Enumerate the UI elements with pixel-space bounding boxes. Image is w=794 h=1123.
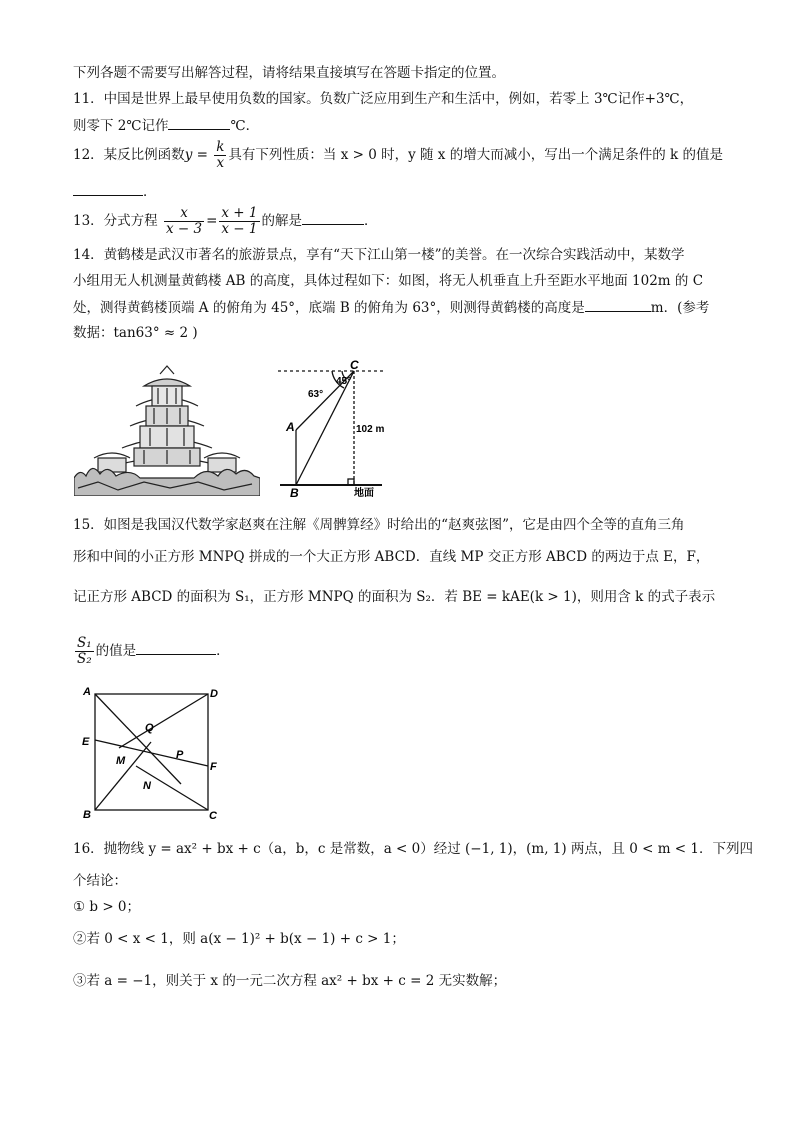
q13-num2: x + 1 [221,205,258,221]
q12-prefix: 12．某反比例函数 [73,147,185,163]
pagoda-illustration [74,362,260,496]
q15-label-A: A [83,686,91,698]
q14-line4: 数据：tan63° ≈ 2 ) [73,325,198,341]
q11-answer-blank[interactable] [168,116,230,130]
q11-line2 [73,116,259,135]
q16-line2: 个结论： [73,873,127,889]
q15-line3: 记正方形 ABCD 的面积为 S₁，正方形 MNPQ 的面积为 S₂．若 BE = kAE(k > 1)，则用含 k 的式子表示 [73,589,716,605]
q15-label-B: B [83,809,91,821]
q15-line2: 形和中间的小正方形 MNPQ 拼成的一个大正方形 ABCD．直线 MP 交正方形 ABCD 的两边于点 E，F， [73,549,710,565]
q14-diagram [270,360,400,500]
q12-line2 [73,182,157,201]
q14-answer-blank[interactable] [585,298,651,312]
q14-height-label: 102 m [356,424,385,435]
q12-func-lhs: y = [184,147,208,163]
q14-line3-end: m．(参考 [650,300,710,316]
q15-label-E: E [82,736,90,748]
q11-line2-text: 则零下 2℃记作 [73,118,169,134]
q14-line3-text: 处，测得黄鹤楼顶端 A 的俯角为 45°，底端 B 的俯角为 63°，则测得黄鹤楼的高度是 [73,300,585,316]
q14-label-A: A [286,420,295,434]
q13-eq: = [206,213,218,229]
q15-label-C: C [209,810,217,822]
q15-line1: 15．如图是我国汉代数学家赵爽在注解《周髀算经》时给出的“赵爽弦图”，它是由四个全等的直角三角 [73,517,685,533]
q15-diagram [78,684,228,824]
q15-label-Q: Q [145,722,154,734]
q12-fraction [214,140,226,171]
q11-line2-unit: ℃． [230,118,260,134]
q12-text: 具有下列性质：当 x > 0 时，y 随 x 的增大而减小，写出一个满足条件的 k 的值是 [228,147,723,163]
q13-den2: x − 1 [221,221,258,237]
q11-line1: 11．中国是世界上最早使用负数的国家。负数广泛应用到生产和生活中，例如，若零上 3℃记作+3℃， [73,91,694,107]
q13-num1: x [164,206,204,222]
q16-conclusion-1: ① b > 0； [73,899,141,915]
pagoda-picture [74,362,260,496]
q12-frac-den: x [216,155,225,171]
q15-line4 [73,636,230,667]
q15-frac-den: S₂ [77,651,92,667]
q15-diagram-svg [78,684,228,824]
q15-label-M: M [116,755,126,767]
q16-conclusion-3: ③若 a = −1，则关于 x 的一元二次方程 ax² + bx + c = 2 无实数解； [73,973,507,989]
q15-label-D: D [210,688,218,700]
q14-angle-63: 63° [308,389,324,400]
q13-text: 的解是 [261,213,303,229]
q13-line [73,206,378,237]
q14-line2: 小组用无人机测量黄鹤楼 AB 的高度，具体过程如下：如图，将无人机垂直上升至距水平地面 102m 的 C [73,273,704,289]
q15-end: ． [216,643,230,659]
q12-frac-num: k [216,139,225,155]
q13-prefix: 13．分式方程 [73,213,158,229]
q15-label-F: F [210,761,217,773]
q15-frac-num: S₁ [77,635,92,651]
q13-den1: x − 3 [165,221,203,237]
q14-diagram-svg [270,360,400,500]
q15-answer-blank[interactable] [136,641,216,655]
instruction-text: 下列各题不需要写出解答过程，请将结果直接填写在答题卡指定的位置。 [73,65,505,81]
q12-answer-blank[interactable] [73,182,143,196]
q14-line1: 14．黄鹤楼是武汉市著名的旅游景点，享有“天下江山第一楼”的美誉。在一次综合实践活动中，某数学 [73,247,685,263]
q14-label-C: C [350,360,359,372]
q14-label-B: B [290,486,299,500]
q13-end: ． [364,213,378,229]
q12-end: ． [143,184,157,200]
q15-line4-text: 的值是 [95,643,137,659]
q14-ground-label: 地面 [354,488,374,499]
q16-conclusion-2: ②若 0 < x < 1，则 a(x − 1)² + b(x − 1) + c > 1； [73,931,405,947]
q15-fraction [75,636,94,667]
q13-fraction-left [164,206,204,237]
q15-label-P: P [176,749,184,761]
q12-line1 [73,140,723,171]
q13-fraction-right [219,206,259,237]
q14-angle-45: 45° [336,376,352,387]
q14-line3 [73,298,709,317]
q15-label-N: N [143,780,151,792]
q13-answer-blank[interactable] [302,211,364,225]
q16-line1: 16．抛物线 y = ax² + bx + c（a，b，c 是常数，a < 0）经过 (−1, 1)，(m, 1) 两点，且 0 < m < 1．下列四 [73,841,753,857]
